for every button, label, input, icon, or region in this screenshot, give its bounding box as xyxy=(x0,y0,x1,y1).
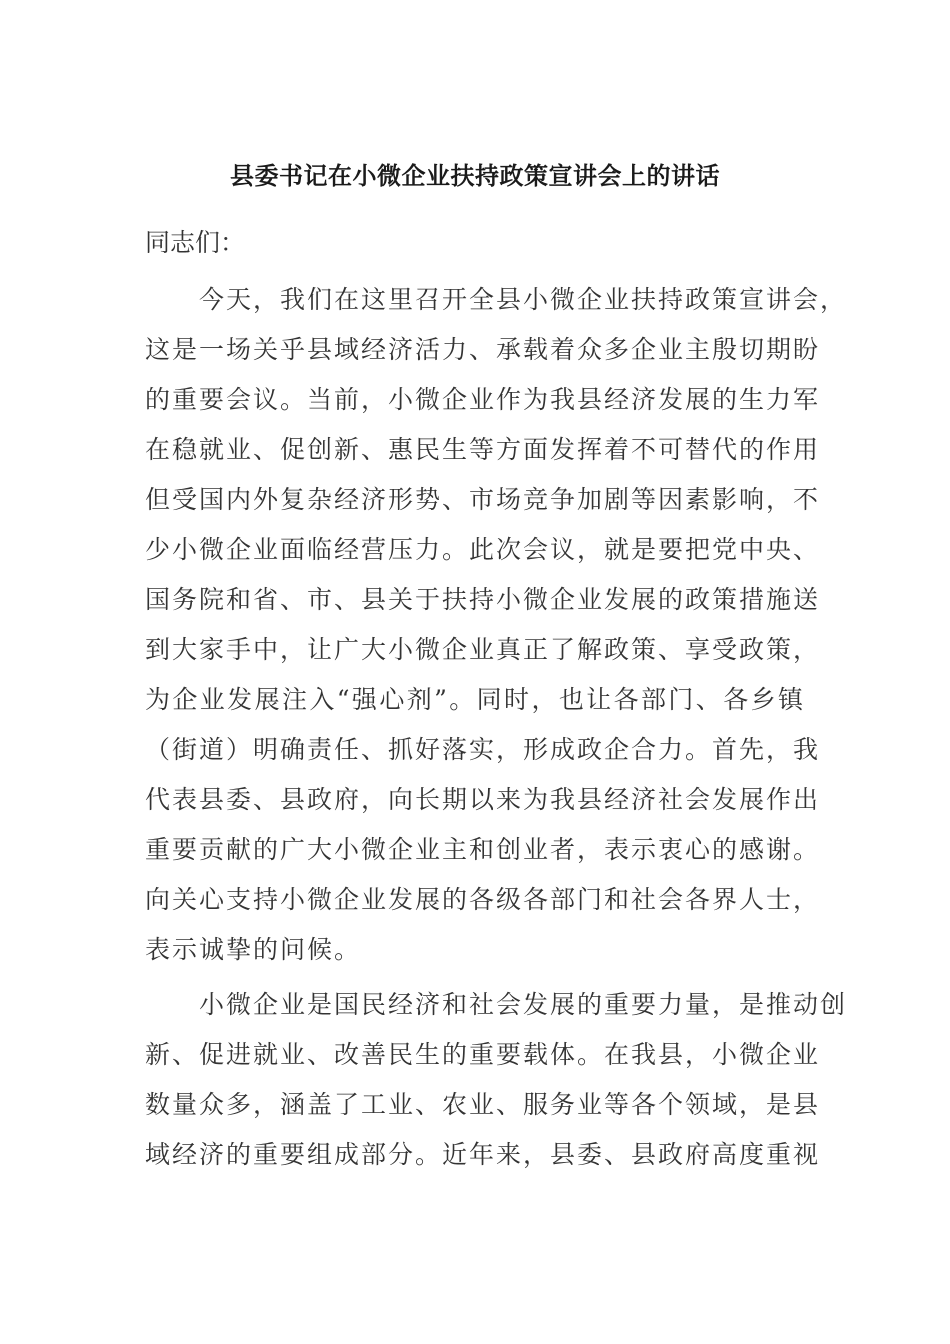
paragraph-line: 数量众多，涵盖了工业、农业、服务业等各个领域，是县 xyxy=(145,1090,821,1119)
paragraph-line: 少小微企业面临经营压力。此次会议，就是要把党中央、 xyxy=(145,535,821,564)
paragraph-line: 但受国内外复杂经济形势、市场竞争加剧等因素影响，不 xyxy=(145,485,821,514)
paragraph-line: 新、促进就业、改善民生的重要载体。在我县，小微企业 xyxy=(145,1040,821,1069)
paragraph-2 xyxy=(145,980,848,1180)
paragraph-line: 表示诚挚的问候。 xyxy=(145,935,362,964)
paragraph-line: 国务院和省、市、县关于扶持小微企业发展的政策措施送 xyxy=(145,585,821,614)
greeting: 同志们： xyxy=(145,228,246,257)
paragraph-line: 域经济的重要组成部分。近年来，县委、县政府高度重视 xyxy=(145,1140,821,1169)
paragraph-line: 小微企业是国民经济和社会发展的重要力量，是推动创 xyxy=(145,990,848,1019)
paragraph-line: 为企业发展注入“强心剂”。同时，也让各部门、各乡镇 xyxy=(145,685,805,714)
paragraph-1 xyxy=(145,275,848,975)
paragraph-line: （街道）明确责任、抓好落实，形成政企合力。首先，我 xyxy=(145,735,821,764)
paragraph-line: 的重要会议。当前，小微企业作为我县经济发展的生力军 xyxy=(145,385,821,414)
paragraph-line: 重要贡献的广大小微企业主和创业者，表示衷心的感谢。 xyxy=(145,835,821,864)
paragraph-line: 在稳就业、促创新、惠民生等方面发挥着不可替代的作用 xyxy=(145,435,821,464)
paragraph-line: 到大家手中，让广大小微企业真正了解政策、享受政策， xyxy=(145,635,821,664)
paragraph-line: 代表县委、县政府，向长期以来为我县经济社会发展作出 xyxy=(145,785,821,814)
paragraph-line: 向关心支持小微企业发展的各级各部门和社会各界人士， xyxy=(145,885,821,914)
paragraph-line: 今天，我们在这里召开全县小微企业扶持政策宣讲会， xyxy=(145,285,848,314)
paragraph-line: 这是一场关乎县域经济活力、承载着众多企业主殷切期盼 xyxy=(145,335,821,364)
document-title: 县委书记在小微企业扶持政策宣讲会上的讲话 xyxy=(230,161,720,190)
